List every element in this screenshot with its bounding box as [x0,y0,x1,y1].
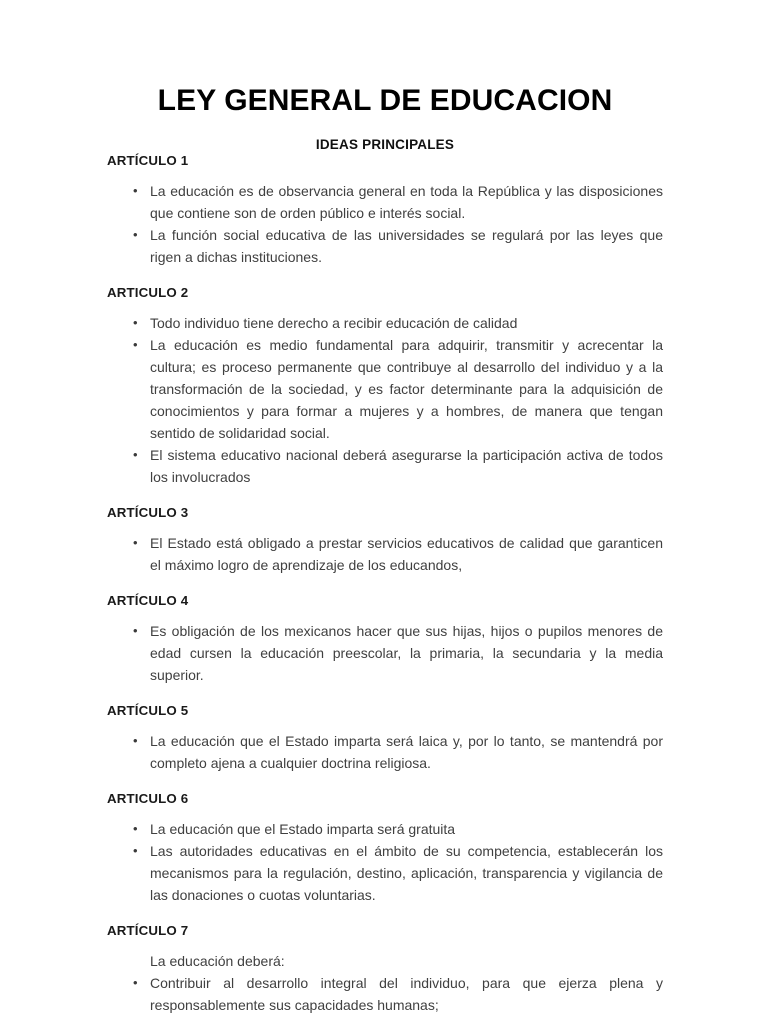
article-intro-line: La educación deberá: [150,953,285,969]
spacer [107,170,663,180]
article-section [107,488,663,576]
article-heading: ARTÍCULO 4 [107,593,189,608]
article-heading: ARTÍCULO 3 [107,505,189,520]
spacer [107,774,663,790]
article-bullet-list [107,312,663,488]
article-bullet-list [107,180,663,268]
list-item: • Contribuir al desarrollo integral del individuo, para que ejerza plena y responsablemente sus capacidades humanas; [107,972,663,1016]
document-body [107,152,663,1016]
list-item: • Todo individuo tiene derecho a recibir educación de calidad [107,312,663,334]
document-subtitle: IDEAS PRINCIPALES [315,137,455,152]
article-bullet-list [107,972,663,1016]
spacer [107,576,663,592]
spacer [107,906,663,922]
list-item: • La educación es medio fundamental para adquirir, transmitir y acrecentar la cultura; es proceso permanente que contribuye al desarrollo del individuo y a la transformación de la sociedad, y es factor determinante para la adquisición de conocimientos y para formar a mujeres y a hombres, de manera que tengan sentido de solidaridad social. [107,334,663,444]
article-heading: ARTICULO 6 [107,791,189,806]
list-item: • La función social educativa de las universidades se regulará por las leyes que rigen a dichas instituciones. [107,224,663,268]
article-bullet-list [107,532,663,576]
list-item: • El Estado está obligado a prestar servicios educativos de calidad que garanticen el máximo logro de aprendizaje de los educandos, [107,532,663,576]
article-section [107,152,663,268]
article-heading: ARTICULO 2 [107,285,189,300]
list-item: • Es obligación de los mexicanos hacer que sus hijas, hijos o pupilos menores de edad cursen la educación preescolar, la primaria, la secundaria y la media superior. [107,620,663,686]
article-heading: ARTÍCULO 1 [107,153,189,168]
spacer [107,808,663,818]
article-bullet-list [107,620,663,686]
article-heading: ARTÍCULO 5 [107,703,189,718]
spacer [107,488,663,504]
spacer [107,610,663,620]
page-title: LEY GENERAL DE EDUCACION [157,84,613,117]
spacer [107,720,663,730]
article-bullet-list [107,730,663,774]
article-section [107,576,663,686]
article-bullet-list [107,818,663,906]
list-item: • La educación es de observancia general en toda la República y las disposiciones que contiene son de orden público e interés social. [107,180,663,224]
list-item: • Las autoridades educativas en el ámbito de su competencia, establecerán los mecanismos para la regulación, destino, aplicación, transparencia y vigilancia de las donaciones o cuotas voluntarias. [107,840,663,906]
list-item: • El sistema educativo nacional deberá asegurarse la participación activa de todos los involucrados [107,444,663,488]
list-item: • La educación que el Estado imparta será laica y, por lo tanto, se mantendrá por completo ajena a cualquier doctrina religiosa. [107,730,663,774]
spacer [107,522,663,532]
article-section [107,906,663,1016]
article-section [107,268,663,488]
spacer [107,686,663,702]
list-item: • La educación que el Estado imparta será gratuita [107,818,663,840]
spacer [107,302,663,312]
article-heading: ARTÍCULO 7 [107,923,189,938]
article-section [107,774,663,906]
article-section [107,686,663,774]
spacer [107,268,663,284]
spacer [107,940,663,950]
